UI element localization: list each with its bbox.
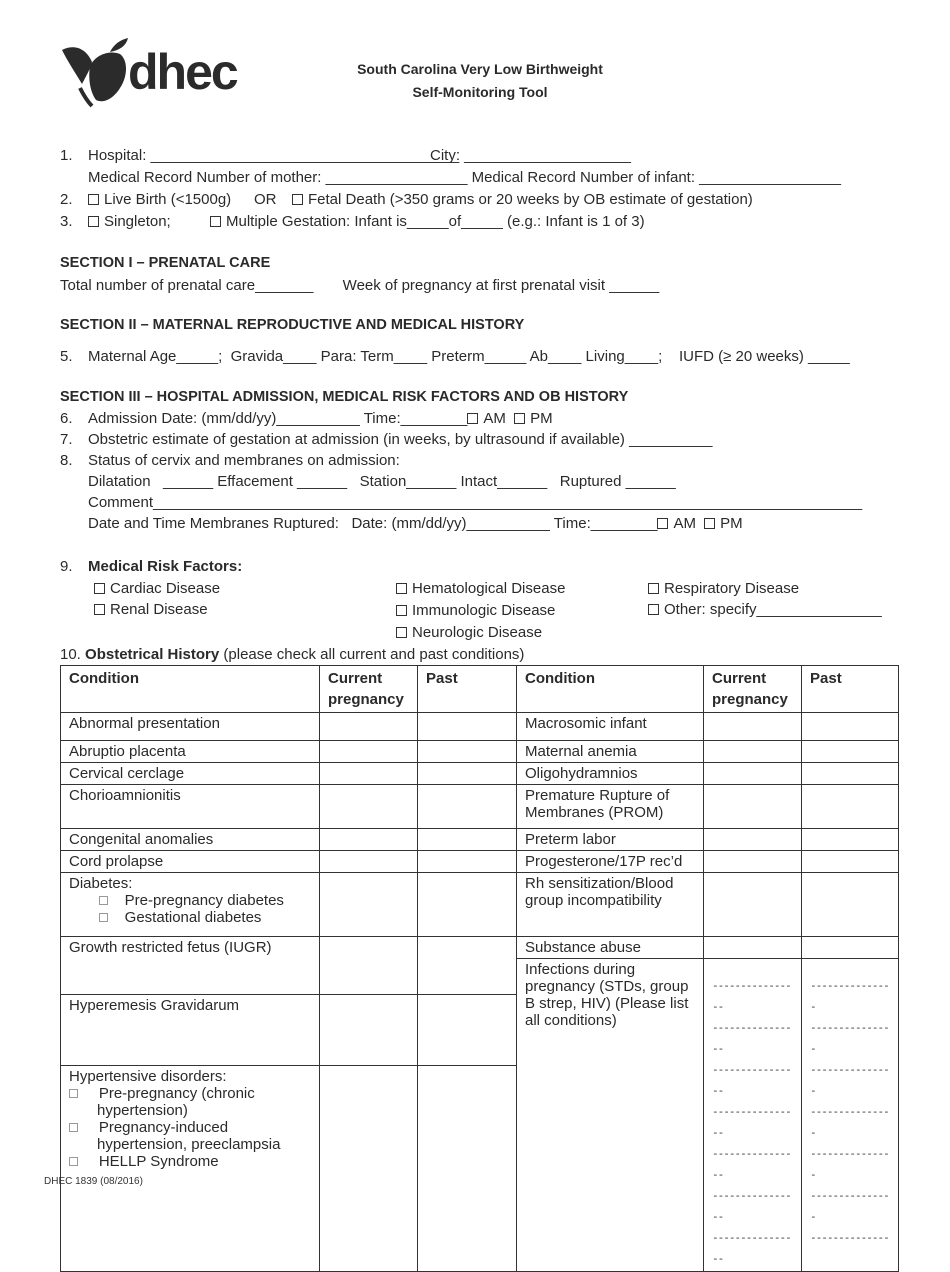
dash-line: ---------------- (712, 1189, 791, 1223)
header-condition: Condition (61, 666, 320, 713)
table-row (61, 763, 899, 785)
risk-hematological[interactable]: Hematological Disease (396, 580, 565, 597)
hypertension-induced-option[interactable]: Pregnancy-induced hypertension, preeclampsia (69, 1119, 311, 1153)
past-cell[interactable] (418, 1066, 517, 1272)
fetal-death-option[interactable]: Fetal Death (>350 grams or 20 weeks by OB estimate of gestation) (292, 191, 753, 208)
q1-number: 1. (60, 147, 73, 164)
condition-preterm-labor: Preterm labor (517, 829, 704, 851)
q3-number: 3. (60, 213, 73, 230)
q5-number: 5. (60, 348, 73, 365)
dhec-logo (60, 36, 250, 108)
hellp-option[interactable]: HELLP Syndrome (69, 1153, 311, 1170)
table-header-row (61, 666, 899, 713)
condition-cerclage: Cervical cerclage (61, 763, 320, 785)
past-cell[interactable] (802, 741, 899, 763)
risk-immunologic[interactable]: Immunologic Disease (396, 602, 555, 619)
checkbox-icon[interactable] (88, 194, 99, 205)
past-cell[interactable] (802, 937, 899, 959)
prenatal-care-line[interactable]: Total number of prenatal care_______ Week of pregnancy at first prenatal visit ______ (60, 277, 660, 294)
current-cell[interactable] (320, 994, 418, 1065)
table-row (61, 851, 899, 873)
form-id-footer: DHEC 1839 (08/2016) (44, 1176, 143, 1187)
gestation-estimate-line[interactable]: Obstetric estimate of gestation at admission (in weeks, by ultrasound if available) __________ (88, 431, 713, 448)
dash-line: ---------------- (712, 1021, 791, 1055)
section-2-title: SECTION II – MATERNAL REPRODUCTIVE AND MEDICAL HISTORY (60, 317, 525, 333)
condition-infections: Infections during pregnancy (STDs, group B strep, HIV) (Please list all conditions) (517, 959, 704, 1272)
condition-rh-sensitization: Rh sensitization/Blood group incompatibility (517, 873, 704, 937)
logo-wordmark: dhec (128, 44, 237, 100)
obstetrical-history-table (60, 665, 899, 1272)
past-cell[interactable] (418, 763, 517, 785)
dash-line: --------------- (810, 1063, 889, 1097)
dash-line: ---------------- (712, 1231, 791, 1265)
risk-cardiac[interactable]: Cardiac Disease (94, 580, 220, 597)
form-title-line2: Self-Monitoring Tool (412, 84, 548, 100)
dash-line: --------------- (810, 979, 889, 1013)
checkbox-icon[interactable] (648, 604, 659, 615)
checkbox-icon[interactable] (396, 627, 407, 638)
cervix-status-label: Status of cervix and membranes on admission: (88, 452, 400, 469)
current-cell[interactable] (704, 785, 802, 829)
multiple-gestation-option[interactable]: Multiple Gestation: Infant is_____of_____ (e.g.: Infant is 1 of 3) (210, 213, 645, 230)
dhec-leaf-icon (60, 36, 130, 108)
condition-abruptio: Abruptio placenta (61, 741, 320, 763)
condition-diabetes (61, 873, 320, 937)
header-current: Current pregnancy (320, 666, 418, 713)
checkbox-icon[interactable] (210, 216, 221, 227)
past-cell[interactable] (418, 741, 517, 763)
condition-iugr: Growth restricted fetus (IUGR) (61, 937, 320, 995)
dash-line: --------------- (810, 1189, 889, 1223)
condition-cord-prolapse: Cord prolapse (61, 851, 320, 873)
q9-number: 9. (60, 558, 73, 575)
current-cell[interactable] (704, 713, 802, 741)
checkbox-icon[interactable] (94, 604, 105, 615)
current-cell[interactable] (320, 873, 418, 937)
membranes-ruptured-line[interactable]: Date and Time Membranes Ruptured: Date: (mm/dd/yy)__________ Time:________ AM PM (88, 515, 743, 532)
dash-line: --------------- (810, 1021, 889, 1055)
checkbox-icon[interactable] (69, 1089, 78, 1098)
current-cell[interactable] (320, 829, 418, 851)
infections-current-cell[interactable] (704, 959, 802, 1272)
medical-record-numbers[interactable]: Medical Record Number of mother: _________________ Medical Record Number of infant: _________________ (88, 169, 841, 186)
header-current: Current pregnancy (704, 666, 802, 713)
live-birth-option[interactable]: Live Birth (<1500g) (88, 191, 231, 208)
past-cell[interactable] (418, 829, 517, 851)
dash-line: --------------- (810, 1105, 889, 1139)
medical-risk-factors-title: Medical Risk Factors: (88, 558, 243, 575)
past-cell[interactable] (418, 873, 517, 937)
current-cell[interactable] (320, 937, 418, 995)
checkbox-icon[interactable] (69, 1157, 78, 1166)
checkbox-icon[interactable] (514, 413, 525, 424)
past-cell[interactable] (802, 763, 899, 785)
dash-line: ---------------- (712, 1147, 791, 1181)
risk-respiratory[interactable]: Respiratory Disease (648, 580, 799, 597)
condition-oligohydramnios: Oligohydramnios (517, 763, 704, 785)
past-cell[interactable] (418, 851, 517, 873)
checkbox-icon[interactable] (396, 605, 407, 616)
city-field[interactable]: City: ____________________ (430, 147, 632, 164)
header-condition: Condition (517, 666, 704, 713)
form-title-line1: South Carolina Very Low Birthweight (357, 61, 603, 77)
section-1-title: SECTION I – PRENATAL CARE (60, 255, 271, 271)
current-cell[interactable] (320, 741, 418, 763)
q7-number: 7. (60, 431, 73, 448)
past-cell[interactable] (418, 994, 517, 1065)
condition-hyperemesis: Hyperemesis Gravidarum (61, 994, 320, 1065)
dash-line: ---------------- (712, 1063, 791, 1097)
checkbox-icon[interactable] (99, 896, 108, 905)
condition-congenital: Congenital anomalies (61, 829, 320, 851)
header-past: Past (418, 666, 517, 713)
singleton-option[interactable]: Singleton; (88, 213, 171, 230)
current-cell[interactable] (320, 1066, 418, 1272)
checkbox-icon[interactable] (657, 518, 668, 529)
past-cell[interactable] (802, 713, 899, 741)
checkbox-icon[interactable] (704, 518, 715, 529)
table-row (61, 741, 899, 763)
hypertension-pre-option[interactable]: Pre-pregnancy (chronic hypertension) (69, 1085, 311, 1119)
past-cell[interactable] (418, 785, 517, 829)
hypertensive-label: Hypertensive disorders: (69, 1068, 227, 1086)
dash-line: ---------------- (712, 1105, 791, 1139)
current-cell[interactable] (320, 713, 418, 741)
condition-macrosomic: Macrosomic infant (517, 713, 704, 741)
cervix-status-fields[interactable]: Dilatation ______ Effacement ______ Station______ Intact______ Ruptured ______ (88, 473, 676, 490)
q8-number: 8. (60, 452, 73, 469)
past-cell[interactable] (802, 785, 899, 829)
current-cell[interactable] (704, 741, 802, 763)
current-cell[interactable] (704, 873, 802, 937)
current-cell[interactable] (704, 829, 802, 851)
dash-line: -------------- (810, 1231, 889, 1244)
diabetes-pre-option[interactable]: Pre-pregnancy diabetes (69, 892, 311, 909)
dash-line: ---------------- (712, 979, 791, 1013)
hospital-field[interactable]: Hospital: _____________________________________ (88, 147, 460, 164)
q2-number: 2. (60, 191, 73, 208)
diabetes-label: Diabetes: (69, 875, 133, 892)
past-cell[interactable] (802, 873, 899, 937)
condition-anemia: Maternal anemia (517, 741, 704, 763)
risk-neurologic[interactable]: Neurologic Disease (396, 624, 542, 641)
section-3-title: SECTION III – HOSPITAL ADMISSION, MEDICAL RISK FACTORS AND OB HISTORY (60, 389, 629, 405)
current-cell[interactable] (704, 763, 802, 785)
table-row (61, 713, 899, 741)
condition-chorioamnionitis: Chorioamnionitis (61, 785, 320, 829)
header-past: Past (802, 666, 899, 713)
table-row (61, 937, 899, 959)
checkbox-icon[interactable] (648, 583, 659, 594)
condition-progesterone: Progesterone/17P rec’d (517, 851, 704, 873)
table-row (61, 873, 899, 937)
dash-line: --------------- (810, 1147, 889, 1181)
current-cell[interactable] (704, 937, 802, 959)
past-cell[interactable] (802, 851, 899, 873)
current-cell[interactable] (320, 851, 418, 873)
checkbox-icon[interactable] (467, 413, 478, 424)
infections-past-cell[interactable] (802, 959, 899, 1272)
table-row (61, 829, 899, 851)
or-label: OR (254, 191, 277, 208)
current-cell[interactable] (704, 851, 802, 873)
table-row (61, 785, 899, 829)
q6-number: 6. (60, 410, 73, 427)
condition-abnormal-presentation: Abnormal presentation (61, 713, 320, 741)
current-cell[interactable] (320, 785, 418, 829)
checkbox-icon[interactable] (292, 194, 303, 205)
admission-date-line[interactable]: Admission Date: (mm/dd/yy)__________ Time:________ AM PM (88, 410, 553, 427)
risk-other[interactable]: Other: specify_______________ (648, 601, 882, 618)
comment-field[interactable]: Comment_____________________________________________________________________________________ (88, 494, 863, 511)
diabetes-gestational-option[interactable]: Gestational diabetes (69, 909, 311, 926)
checkbox-icon[interactable] (88, 216, 99, 227)
risk-renal[interactable]: Renal Disease (94, 601, 208, 618)
past-cell[interactable] (418, 937, 517, 995)
checkbox-icon[interactable] (94, 583, 105, 594)
checkbox-icon[interactable] (99, 913, 108, 922)
past-cell[interactable] (802, 829, 899, 851)
maternal-age-line[interactable]: Maternal Age_____; Gravida____ Para: Term____ Preterm_____ Ab____ Living____; IUFD (≥ 20 weeks) _____ (88, 348, 850, 365)
past-cell[interactable] (418, 713, 517, 741)
condition-substance-abuse: Substance abuse (517, 937, 704, 959)
checkbox-icon[interactable] (69, 1123, 78, 1132)
checkbox-icon[interactable] (396, 583, 407, 594)
obstetrical-history-heading: 10. Obstetrical History (please check all current and past conditions) (60, 646, 525, 663)
condition-prom: Premature Rupture of Membranes (PROM) (517, 785, 704, 829)
condition-hypertensive (61, 1066, 320, 1272)
current-cell[interactable] (320, 763, 418, 785)
